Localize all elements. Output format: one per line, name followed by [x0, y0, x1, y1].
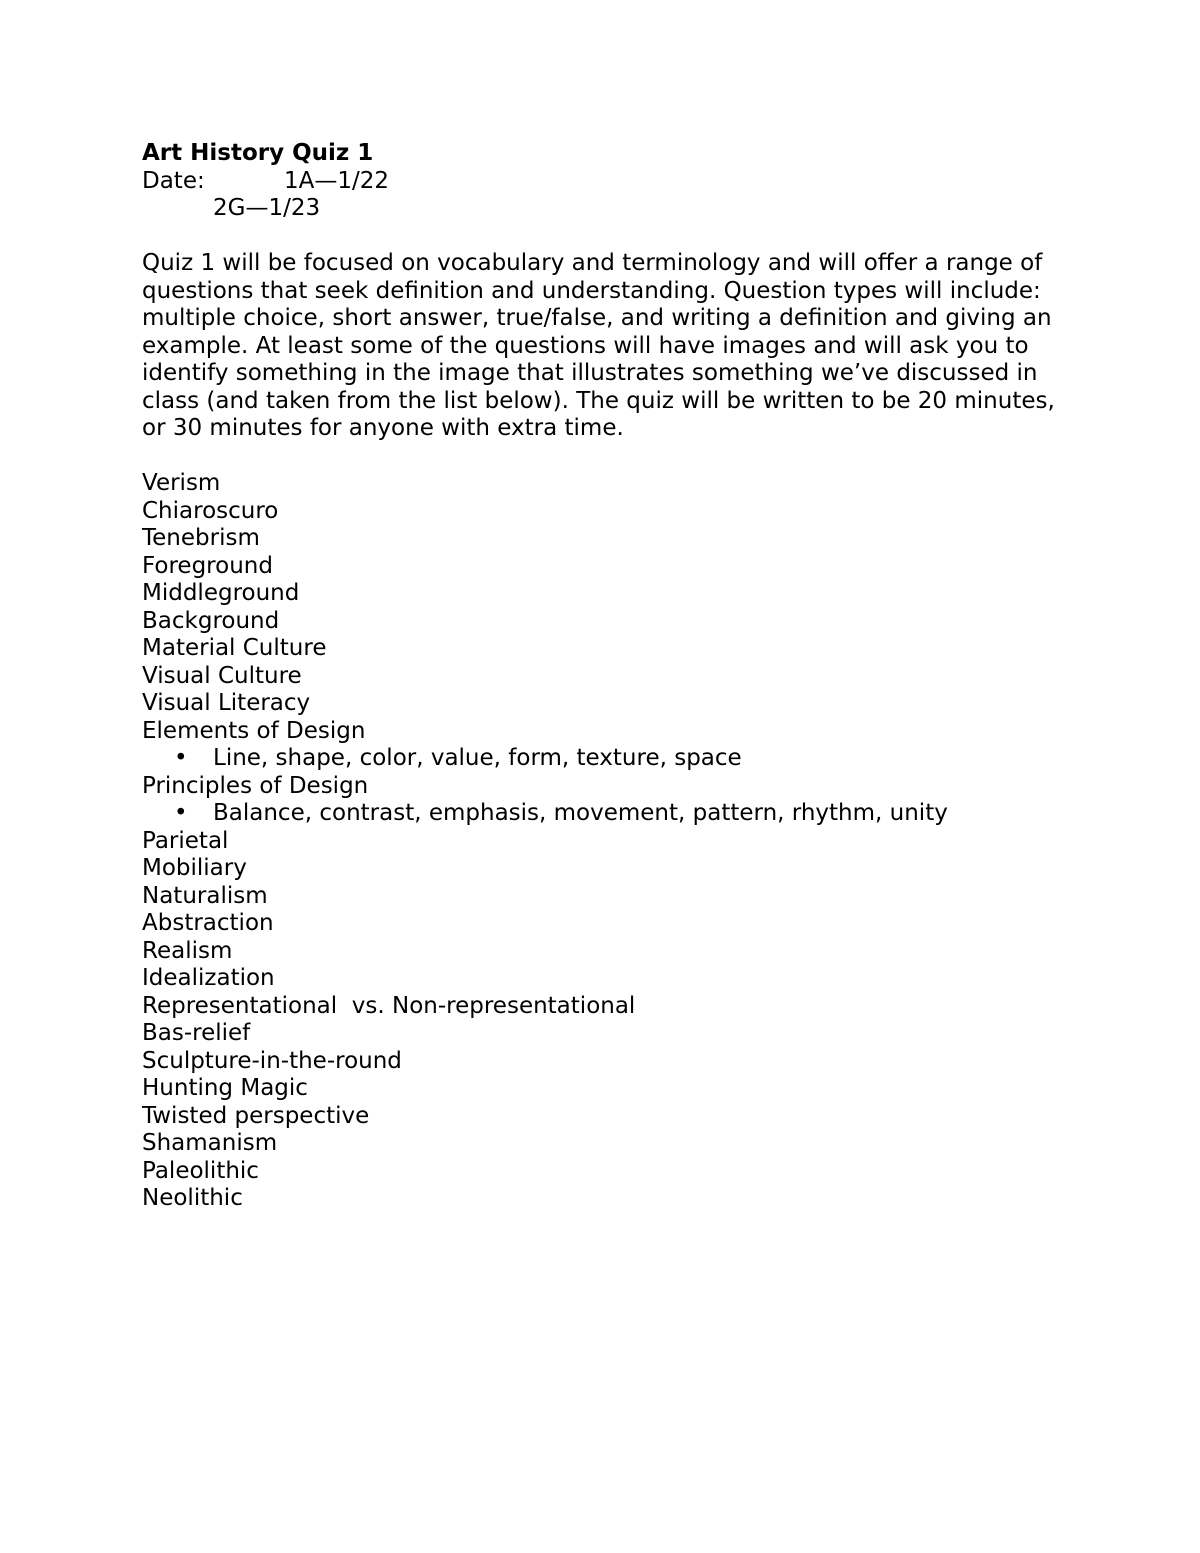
vocabulary-term: Visual Literacy	[142, 690, 311, 716]
vocabulary-list	[142, 470, 1072, 1213]
vocabulary-term: Parietal	[142, 827, 229, 854]
vocabulary-term: Sculpture-in-the-round	[142, 1047, 402, 1074]
vocabulary-subitem	[142, 745, 1072, 773]
document-title: Art History Quiz 1	[142, 140, 374, 166]
date-value-1a: 1A—1/22	[284, 167, 390, 194]
document-page	[142, 140, 1072, 1213]
bullet-icon: •	[174, 800, 188, 826]
vocabulary-term: Twisted perspective	[142, 1102, 370, 1129]
vocabulary-term: Abstraction	[142, 910, 274, 936]
vocabulary-term: Visual Culture	[142, 662, 302, 689]
vocabulary-term: Material Culture	[142, 635, 327, 661]
date-value-2g: 2G—1/23	[213, 195, 321, 221]
vocabulary-term: Neolithic	[142, 1185, 243, 1211]
vocabulary-term: Bas-relief	[142, 1020, 251, 1046]
vocabulary-term: Principles of Design	[142, 772, 369, 799]
spacer	[142, 223, 1072, 251]
vocabulary-term: Verism	[142, 470, 221, 496]
vocabulary-term: Chiaroscuro	[142, 497, 279, 524]
vocabulary-term: Hunting Magic	[142, 1075, 308, 1101]
vocabulary-term: Idealization	[142, 965, 275, 991]
quiz-description: Quiz 1 will be focused on vocabulary and terminology and will offer a range of questions that seek definition and understanding. Question types will include: multiple choice, short answer, true/false, and writing a definition and giving an example. At least some of the questions will have images and will ask you to identify something in the image that illustrates something we’ve discussed in class (and taken from the list below). The quiz will be written to be 20 minutes, or 30 minutes for anyone with extra time.	[142, 250, 1055, 441]
bullet-icon: •	[174, 745, 188, 771]
vocabulary-term: Naturalism	[142, 882, 268, 909]
vocabulary-term: Middleground	[142, 580, 300, 606]
date-label: Date:	[142, 167, 205, 194]
vocabulary-subitem	[142, 800, 1072, 828]
subitem-text: Balance, contrast, emphasis, movement, pattern, rhythm, unity	[213, 800, 948, 826]
date-line	[142, 168, 1072, 196]
subitem-text: Line, shape, color, value, form, texture, space	[213, 745, 742, 771]
vocabulary-term: Foreground	[142, 552, 273, 579]
vocabulary-term: Mobiliary	[142, 855, 247, 881]
spacer	[142, 443, 1072, 471]
vocabulary-term: Realism	[142, 937, 233, 964]
vocabulary-term: Background	[142, 607, 280, 634]
vocabulary-term: Elements of Design	[142, 717, 366, 744]
vocabulary-term: Representational vs. Non-representational	[142, 992, 636, 1019]
vocabulary-term: Shamanism	[142, 1130, 278, 1156]
vocabulary-term: Paleolithic	[142, 1157, 259, 1184]
vocabulary-term: Tenebrism	[142, 525, 260, 551]
